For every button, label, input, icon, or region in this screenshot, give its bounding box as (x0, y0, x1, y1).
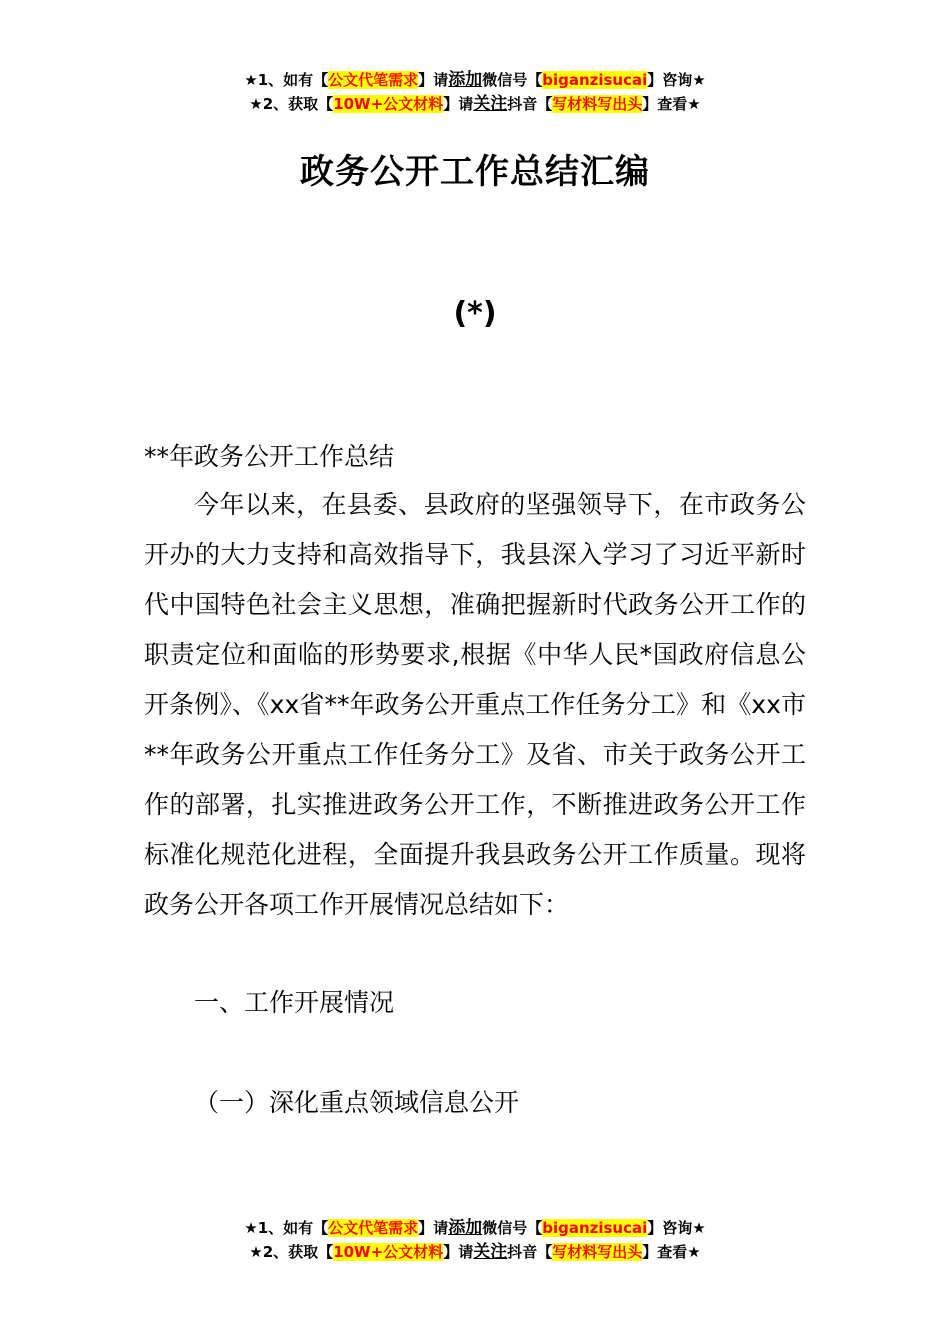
document-title: 政务公开工作总结汇编 (300, 152, 650, 192)
footer-promo-banner (0, 1216, 950, 1264)
intro-paragraph: 今年以来，在县委、县政府的坚强领导下，在市政务公开办的大力支持和高效指导下，我县深入学习了习近平新时代中国特色社会主义思想，准确把握新时代政务公开工作的职责定位和面临的形势要求,根据《中华人民*国政府信息公开条例》、《xx省**年政务公开重点工作任务分工》和《xx市**年政务公开重点工作任务分工》及省、市关于政务公开工作的部署，扎实推进政务公开工作，不断推进政务公开工作标准化规范化进程，全面提升我县政务公开工作质量。现将政务公开各项工作开展情况总结如下： (144, 490, 806, 919)
promo-highlight-wechat: biganzisucai (542, 71, 648, 89)
promo-highlight-materials: 10W+公文材料 (333, 95, 444, 113)
promo-line-1: ★1、如有【公文代笔需求】请添加微信号【biganzisucai】咨询★ (244, 70, 706, 90)
heading-work-status: 一、工作开展情况 (194, 988, 395, 1017)
promo-highlight-wechat: biganzisucai (542, 1219, 648, 1237)
section-title: **年政务公开工作总结 (144, 442, 395, 471)
promo-highlight-douyin: 写材料写出头 (552, 1243, 643, 1261)
promo-highlight-douyin: 写材料写出头 (552, 95, 643, 113)
promo-highlight-materials: 10W+公文材料 (333, 1243, 444, 1261)
header-promo-banner (0, 68, 950, 116)
promo-line-1: ★1、如有【公文代笔需求】请添加微信号【biganzisucai】咨询★ (244, 1218, 706, 1238)
document-subtitle: (*) (453, 296, 497, 331)
promo-highlight-service: 公文代笔需求 (328, 71, 419, 89)
promo-highlight-service: 公文代笔需求 (328, 1219, 419, 1237)
heading-key-areas: （一）深化重点领域信息公开 (194, 1088, 520, 1117)
promo-line-2: ★2、获取【10W+公文材料】请关注抖音【写材料写出头】查看★ (249, 94, 701, 114)
promo-line-2: ★2、获取【10W+公文材料】请关注抖音【写材料写出头】查看★ (249, 1242, 701, 1262)
